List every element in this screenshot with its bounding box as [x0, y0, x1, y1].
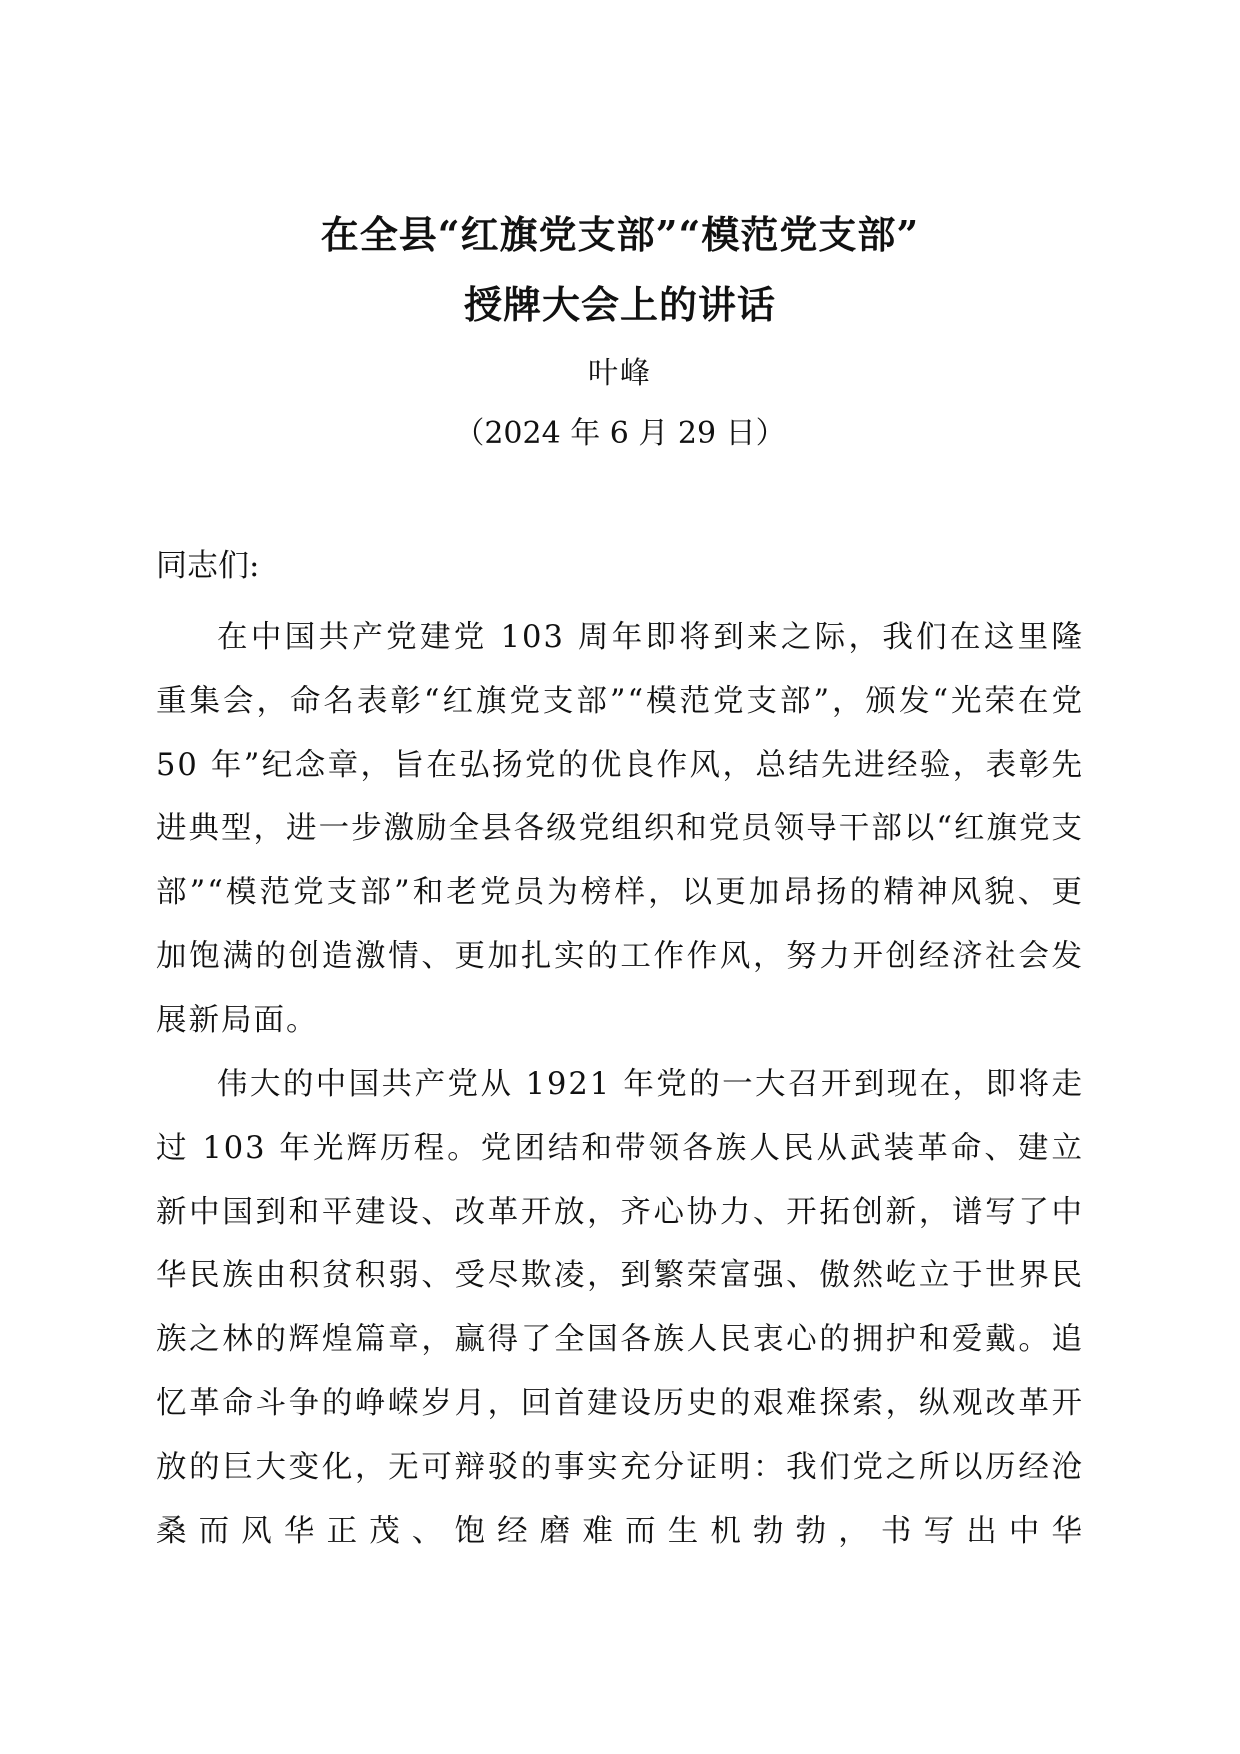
body-paragraph-2: 伟大的中国共产党从 1921 年党的一大召开到现在，即将走过 103 年光辉历程。党团结和带领各族人民从武装革命、建立新中国到和平建设、改革开放，齐心协力、开拓创新，谱写了中华民族由积贫积弱、受尽欺凌，到繁荣富强、傲然屹立于世界民族之林的辉煌篇章，赢得了全国各族人民衷心的拥护和爱戴。追忆革命斗争的峥嵘岁月，回首建设历史的艰难探索，纵观改革开放的巨大变化，无可辩驳的事实充分证明：我们党之所以历经沧桑而风华正茂、饱经磨难而生机勃勃，书写出中华	[156, 1067, 1084, 1549]
salutation: 同志们:	[156, 548, 260, 584]
body-paragraph-1: 在中国共产党建党 103 周年即将到来之际，我们在这里隆重集会，命名表彰“红旗党支部”“模范党支部”，颁发“光荣在党 50 年”纪念章，旨在弘扬党的优良作风，总结先进经验，表彰先进典型，进一步激励全县各级党组织和党员领导干部以“红旗党支部”“模范党支部”和老党员为榜样，以更加昂扬的精神风貌、更加饱满的创造激情、更加扎实的工作作风，努力开创经济社会发展新局面。	[156, 620, 1084, 1038]
speech-date: （2024 年 6 月 29 日）	[454, 416, 786, 451]
speech-title-line-1: 在全县“红旗党支部”“模范党支部”	[320, 212, 920, 257]
author-name: 叶峰	[588, 356, 652, 391]
speech-title-line-2: 授牌大会上的讲话	[463, 282, 776, 327]
